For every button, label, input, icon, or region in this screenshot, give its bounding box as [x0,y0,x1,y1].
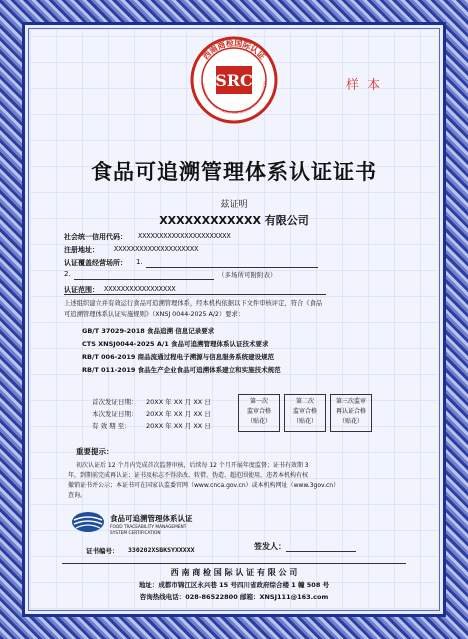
cert-number-label: 证书编号： [86,547,119,555]
intro-text: 兹证明 [220,200,248,210]
scope-label: 认证范围： [64,286,99,294]
logo-title: 食品可追溯管理体系认证 [110,514,193,523]
standard-item: RB/T 006-2019 商品流通过程电子溯源与信息服务系统建设规范 [82,353,275,361]
date-label: 本次发证日期： [92,410,138,418]
seal-ring-text-en: UTHWEST COMMODITY INSPECTION INTERNATIONAL CERTIFICATIO [200,80,268,116]
notice-line: 查询。 [68,492,87,499]
scope-place-2: 2. [64,270,71,278]
logo-en-2: SYSTEM CERTIFICATION [110,531,161,536]
date-value: 20XX 年 XX 月 XX 日 [146,410,211,418]
audit-box: 第一次 监审合格 （贴花） [238,394,280,432]
notice-line: 初次认证后 12 个月内完成首次监督审核，后续每 12 个月开展年度监督；证书有效期 3 [76,462,309,469]
standard-item: CTS XNSJ0044-2025 A/1 食品可追溯管理体系认证技术要求 [82,340,269,348]
logo-en-1: FOOD TRACEABILITY MANAGEMENT [110,525,187,530]
scope-place-note: （多场所可附附表） [218,271,277,279]
notice-line: 撤销证书并公示；本证书可在国家认监委官网（www.cnca.gov.cn）或本机构网址（www.3gov.cn） [68,482,340,489]
scope-value: XXXXXXXXXXXXXXXXX [104,285,176,293]
statement-line-2: 可追溯管理体系认证实施规则》（XNSJ 0044-2025 A/2）要求： [64,311,245,318]
standard-item: RB/T 011-2019 食品生产企业食品可追溯体系建立和实施技术规范 [82,366,281,374]
date-value: 20XX 年 XX 月 XX 日 [146,398,211,406]
org-name: 西 南 商 检 国 际 认 证 有 限 公 司 [170,568,298,577]
sample-mark: 样 本 [346,78,383,93]
audit-box: 第三次监审 再认证合格 （贴花） [330,394,372,432]
address-value: XXXXXXXXXXXXXXXXXXXX [114,245,199,253]
address-label: 注册地址： [64,246,99,254]
seal-center-text: SRC [215,71,253,90]
notice-line: 年，到期前完成再认证；证书及标志不得涂改、转借、伪造、超范围使用，违者本机构有权 [68,472,309,479]
certification-seal [190,36,278,124]
scope-place-label: 认证覆盖经营场所： [64,259,127,267]
company-name: XXXXXXXXXXXX 有限公司 [159,214,309,227]
issuer-sign-label: 签发人： [254,542,286,551]
date-value: 20XX 年 XX 月 XX 日 [146,422,211,430]
audit-box: 第二次 监审合格 （贴花） [284,394,326,432]
notice-title: 重要提示： [76,447,114,456]
credit-code-label: 社会统一信用代码： [64,233,127,241]
org-address: 地址：成都市锦江区永兴巷 15 号四川省政府综合楼 1 幢 508 号 [138,581,330,589]
standard-item: GB/T 37029-2018 食品追溯 信息记录要求 [82,327,215,335]
scope-place-1: 1. [136,258,143,266]
date-label: 有 效 期 至： [92,422,131,430]
credit-code-value: XXXXXXXXXXXXXXXXXXXXXX [138,232,231,240]
seal-ring-text: 西南商检国际认证 [201,38,267,62]
globe-logo-icon [70,510,106,534]
certificate-title: 食品可追溯管理体系认证证书 [91,159,377,184]
date-label: 首次发证日期： [92,398,138,406]
statement-line-1: 上述组织建立并有效运行食品可追溯管理体系，经本机构依据以下文件审核评定，符合《食品 [64,300,323,307]
org-contact: 咨询热线电话：028-86522800 邮箱：XNSJ111@163.com [139,593,329,601]
cert-number-value: 330202XSBKSYXXXXX [128,546,195,554]
